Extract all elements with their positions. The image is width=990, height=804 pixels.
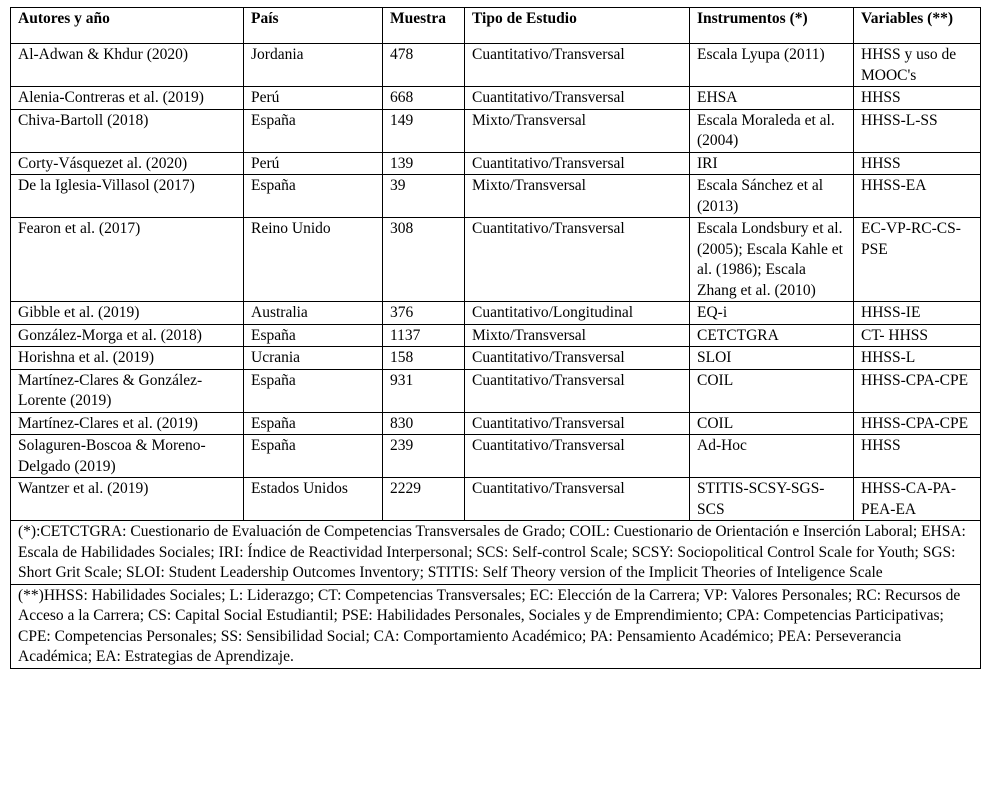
- cell-variables: HHSS-L-SS: [854, 109, 981, 152]
- cell-sample: 308: [383, 218, 465, 302]
- cell-sample: 149: [383, 109, 465, 152]
- cell-study-type: Mixto/Transversal: [465, 324, 690, 347]
- cell-variables: HHSS: [854, 87, 981, 110]
- cell-instruments: Ad-Hoc: [690, 435, 854, 478]
- cell-country: España: [244, 324, 383, 347]
- cell-study-type: Cuantitativo/Transversal: [465, 435, 690, 478]
- cell-authors: Fearon et al. (2017): [11, 218, 244, 302]
- cell-variables: HHSS-L: [854, 347, 981, 370]
- cell-variables: HHSS: [854, 152, 981, 175]
- cell-authors: Martínez-Clares & González-Lorente (2019): [11, 369, 244, 412]
- cell-sample: 1137: [383, 324, 465, 347]
- table-row: [11, 109, 981, 152]
- cell-authors: Alenia-Contreras et al. (2019): [11, 87, 244, 110]
- cell-instruments: EHSA: [690, 87, 854, 110]
- cell-sample: 830: [383, 412, 465, 435]
- cell-country: Reino Unido: [244, 218, 383, 302]
- cell-study-type: Mixto/Transversal: [465, 109, 690, 152]
- cell-sample: 239: [383, 435, 465, 478]
- cell-sample: 139: [383, 152, 465, 175]
- table-row: [11, 347, 981, 370]
- cell-study-type: Cuantitativo/Transversal: [465, 44, 690, 87]
- cell-variables: CT- HHSS: [854, 324, 981, 347]
- notes-row-instruments: [11, 521, 981, 585]
- table-row: [11, 87, 981, 110]
- cell-country: España: [244, 175, 383, 218]
- note-variables: (**)HHSS: Habilidades Sociales; L: Liderazgo; CT: Competencias Transversales; EC: Elección de la Carrera; VP: Valores Personales; RC: Recursos de Acceso a la Carrera; CS: Capital Social Estudiantil; PSE: Habilidades Personales, Sociales y de Emprendimiento; CPA: Competencias Participativas; CPE: Competencias Personales; SS: Sensibilidad Social; CA: Comportamiento Académico; PA: Pensamiento Académico; PEA: Perseverancia Académica; EA: Estrategias de Aprendizaje.: [11, 584, 981, 668]
- cell-instruments: COIL: [690, 412, 854, 435]
- cell-study-type: Cuantitativo/Transversal: [465, 87, 690, 110]
- cell-variables: HHSS y uso de MOOC's: [854, 44, 981, 87]
- cell-country: Estados Unidos: [244, 478, 383, 521]
- cell-variables: HHSS-CPA-CPE: [854, 412, 981, 435]
- cell-variables: EC-VP-RC-CS-PSE: [854, 218, 981, 302]
- table-row: [11, 412, 981, 435]
- cell-country: España: [244, 109, 383, 152]
- cell-instruments: IRI: [690, 152, 854, 175]
- header-sample: Muestra: [383, 8, 465, 44]
- cell-sample: 376: [383, 302, 465, 325]
- table-body: [11, 44, 981, 521]
- cell-variables: HHSS-CPA-CPE: [854, 369, 981, 412]
- table-row: [11, 152, 981, 175]
- cell-authors: De la Iglesia-Villasol (2017): [11, 175, 244, 218]
- table-row: [11, 175, 981, 218]
- cell-study-type: Cuantitativo/Transversal: [465, 369, 690, 412]
- notes-row-variables: [11, 584, 981, 668]
- cell-authors: Martínez-Clares et al. (2019): [11, 412, 244, 435]
- cell-authors: Al-Adwan & Khdur (2020): [11, 44, 244, 87]
- cell-authors: Chiva-Bartoll (2018): [11, 109, 244, 152]
- cell-sample: 158: [383, 347, 465, 370]
- table-row: [11, 369, 981, 412]
- cell-authors: Horishna et al. (2019): [11, 347, 244, 370]
- cell-country: Ucrania: [244, 347, 383, 370]
- cell-variables: HHSS-EA: [854, 175, 981, 218]
- cell-authors: Gibble et al. (2019): [11, 302, 244, 325]
- cell-study-type: Cuantitativo/Transversal: [465, 218, 690, 302]
- header-study-type: Tipo de Estudio: [465, 8, 690, 44]
- cell-authors: Corty-Vásquezet al. (2020): [11, 152, 244, 175]
- cell-study-type: Cuantitativo/Longitudinal: [465, 302, 690, 325]
- cell-study-type: Cuantitativo/Transversal: [465, 412, 690, 435]
- cell-country: Jordania: [244, 44, 383, 87]
- cell-country: Australia: [244, 302, 383, 325]
- header-country: País: [244, 8, 383, 44]
- cell-variables: HHSS: [854, 435, 981, 478]
- header-instruments: Instrumentos (*): [690, 8, 854, 44]
- cell-country: España: [244, 435, 383, 478]
- cell-country: España: [244, 369, 383, 412]
- cell-instruments: SLOI: [690, 347, 854, 370]
- cell-sample: 39: [383, 175, 465, 218]
- table-row: [11, 44, 981, 87]
- table-row: [11, 302, 981, 325]
- cell-study-type: Cuantitativo/Transversal: [465, 152, 690, 175]
- table-row: [11, 218, 981, 302]
- table-row: [11, 324, 981, 347]
- cell-study-type: Cuantitativo/Transversal: [465, 347, 690, 370]
- cell-authors: Wantzer et al. (2019): [11, 478, 244, 521]
- cell-sample: 931: [383, 369, 465, 412]
- cell-sample: 478: [383, 44, 465, 87]
- header-authors: Autores y año: [11, 8, 244, 44]
- cell-variables: HHSS-CA-PA-PEA-EA: [854, 478, 981, 521]
- cell-instruments: Escala Londsbury et al. (2005); Escala Kahle et al. (1986); Escala Zhang et al. (2010): [690, 218, 854, 302]
- cell-instruments: Escala Sánchez et al (2013): [690, 175, 854, 218]
- header-row: [11, 8, 981, 44]
- header-variables: Variables (**): [854, 8, 981, 44]
- cell-instruments: COIL: [690, 369, 854, 412]
- cell-instruments: STITIS-SCSY-SGS-SCS: [690, 478, 854, 521]
- cell-country: Perú: [244, 152, 383, 175]
- cell-authors: Solaguren-Boscoa & Moreno-Delgado (2019): [11, 435, 244, 478]
- cell-variables: HHSS-IE: [854, 302, 981, 325]
- cell-sample: 2229: [383, 478, 465, 521]
- cell-instruments: Escala Lyupa (2011): [690, 44, 854, 87]
- cell-country: España: [244, 412, 383, 435]
- table-row: [11, 435, 981, 478]
- cell-country: Perú: [244, 87, 383, 110]
- studies-table: [10, 7, 981, 669]
- cell-sample: 668: [383, 87, 465, 110]
- cell-instruments: CETCTGRA: [690, 324, 854, 347]
- cell-authors: González-Morga et al. (2018): [11, 324, 244, 347]
- cell-study-type: Mixto/Transversal: [465, 175, 690, 218]
- note-instruments: (*):CETCTGRA: Cuestionario de Evaluación de Competencias Transversales de Grado; COIL: Cuestionario de Orientación e Inserción Laboral; EHSA: Escala de Habilidades Sociales; IRI: Índice de Reactividad Interpersonal; SCS: Self-control Scale; SCSY: Sociopolitical Control Scale for Youth; SGS: Short Grit Scale; SLOI: Student Leadership Outcomes Inventory; STITIS: Self Theory version of the Implicit Theories of Inteligence Scale: [11, 521, 981, 585]
- cell-instruments: EQ-i: [690, 302, 854, 325]
- cell-instruments: Escala Moraleda et al. (2004): [690, 109, 854, 152]
- table-row: [11, 478, 981, 521]
- cell-study-type: Cuantitativo/Transversal: [465, 478, 690, 521]
